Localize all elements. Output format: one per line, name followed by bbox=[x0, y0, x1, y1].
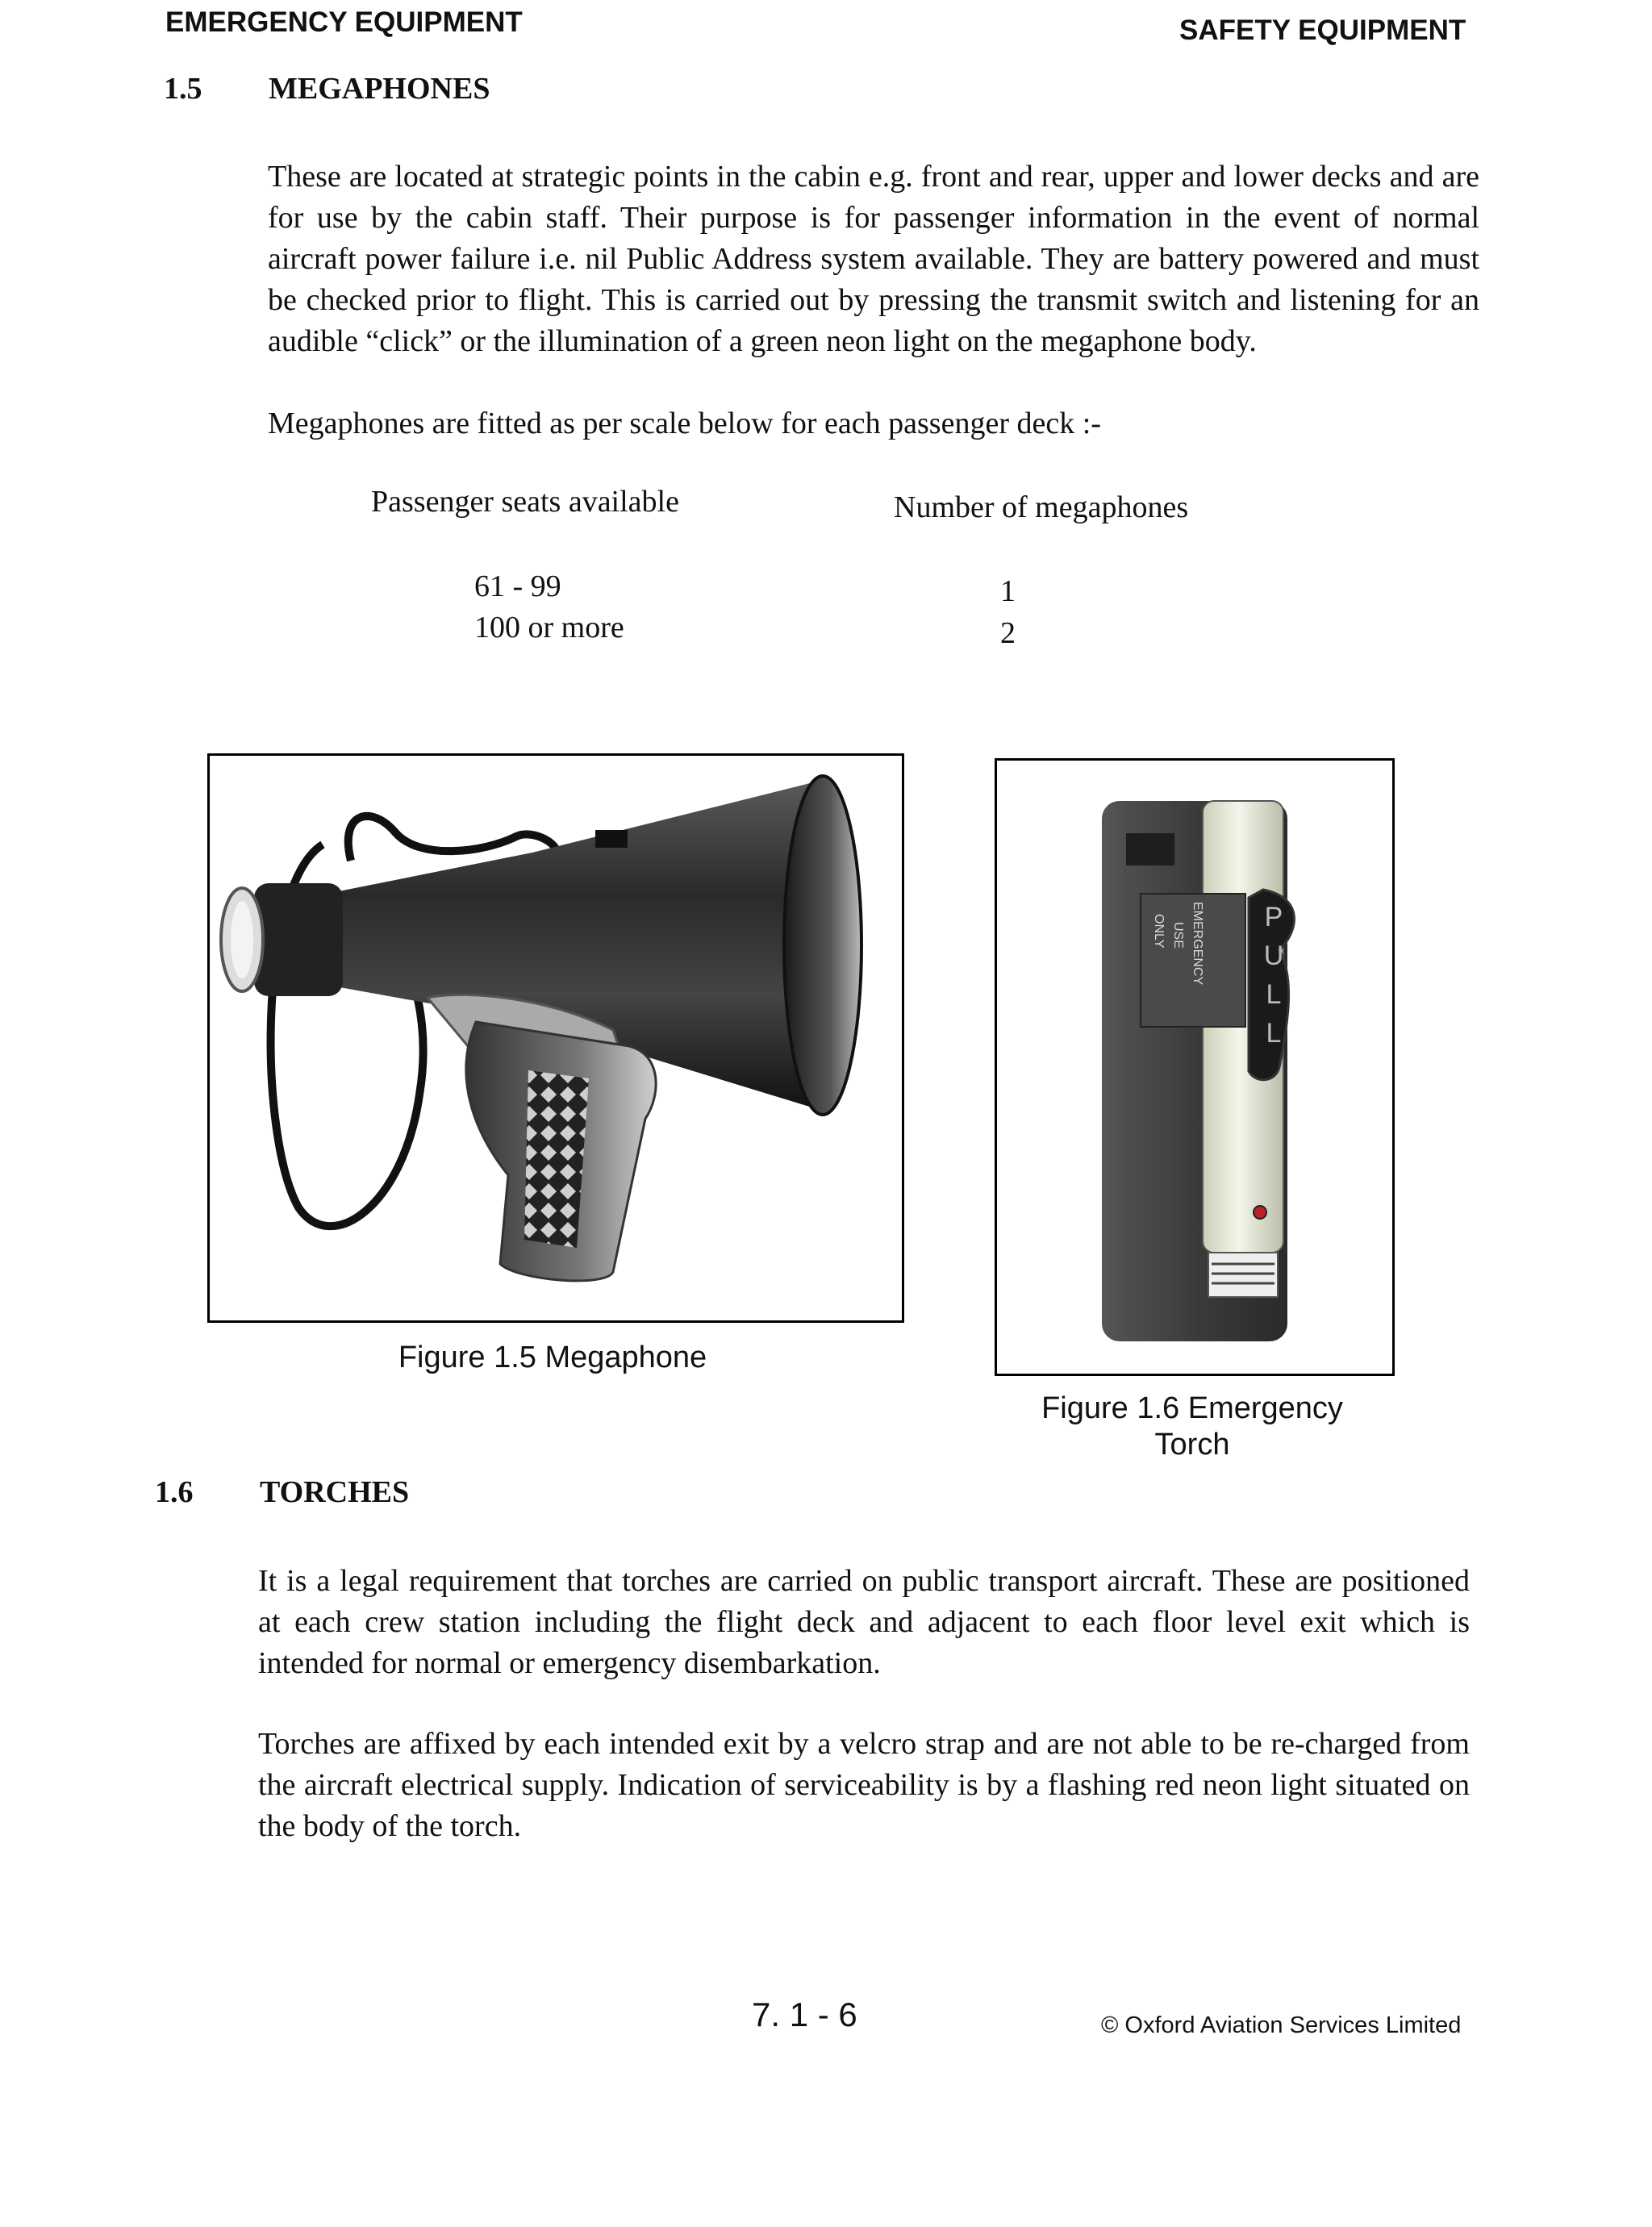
pull-letter: L bbox=[1266, 979, 1282, 1010]
table-header-seats: Passenger seats available bbox=[371, 485, 679, 519]
torch-illustration bbox=[997, 761, 1392, 1374]
megaphone-figure bbox=[207, 753, 904, 1323]
table-row-count: 2 bbox=[1000, 616, 1016, 650]
pull-letter: U bbox=[1263, 940, 1284, 971]
torch-caption-line1: Figure 1.6 Emergency bbox=[1041, 1391, 1343, 1425]
megaphone-illustration bbox=[210, 756, 902, 1320]
section-number-torches: 1.6 bbox=[155, 1475, 194, 1509]
header-right: SAFETY EQUIPMENT bbox=[1179, 15, 1466, 46]
table-row-seats: 61 - 99 bbox=[474, 569, 561, 603]
torch-figure bbox=[995, 758, 1395, 1376]
section-title-megaphones: MEGAPHONES bbox=[269, 72, 490, 106]
table-row-count: 1 bbox=[1000, 574, 1016, 608]
page-number: 7. 1 - 6 bbox=[752, 1996, 857, 2033]
section-number-megaphones: 1.5 bbox=[164, 72, 202, 106]
torch-label-only: ONLY bbox=[1152, 914, 1166, 949]
torches-paragraph-2: Torches are affixed by each intended exit by a velcro strap and are not able to be re-charged from the aircraft electrical supply. Indication of serviceability is by a flashing red neon light situated on the body of the torch. bbox=[258, 1727, 1470, 1843]
megaphones-paragraph-2: Megaphones are fitted as per scale below for each passenger deck :- bbox=[268, 407, 1101, 440]
copyright-notice: © Oxford Aviation Services Limited bbox=[1101, 2012, 1462, 2038]
torch-label-use: USE bbox=[1171, 922, 1185, 949]
pull-letter: P bbox=[1264, 902, 1283, 932]
torches-paragraph-1: It is a legal requirement that torches are carried on public transport aircraft. These are positioned at each crew station including the flight deck and adjacent to each floor level exit which is intended for normal or emergency disembarkation. bbox=[258, 1564, 1470, 1680]
torch-caption-line2: Torch bbox=[1154, 1428, 1230, 1462]
torch-label-emergency: EMERGENCY bbox=[1191, 902, 1204, 986]
table-row-seats: 100 or more bbox=[474, 611, 624, 644]
section-title-torches: TORCHES bbox=[260, 1475, 410, 1509]
megaphone-caption: Figure 1.5 Megaphone bbox=[398, 1341, 707, 1374]
header-left: EMERGENCY EQUIPMENT bbox=[165, 6, 523, 38]
megaphones-paragraph-1: These are located at strategic points in the cabin e.g. front and rear, upper and lower decks and are for use by the cabin staff. Their purpose is for passenger information in the event of normal aircraft power failure i.e. nil Public Address system available. They are battery powered and must be checked prior to flight. This is carried out by pressing the transmit switch and listening for an audible “click” or the illumination of a green neon light on the megaphone body. bbox=[268, 160, 1479, 358]
table-header-megaphones: Number of megaphones bbox=[894, 490, 1189, 524]
red-neon-light-icon bbox=[1254, 1206, 1266, 1219]
pull-letter: L bbox=[1266, 1018, 1282, 1049]
